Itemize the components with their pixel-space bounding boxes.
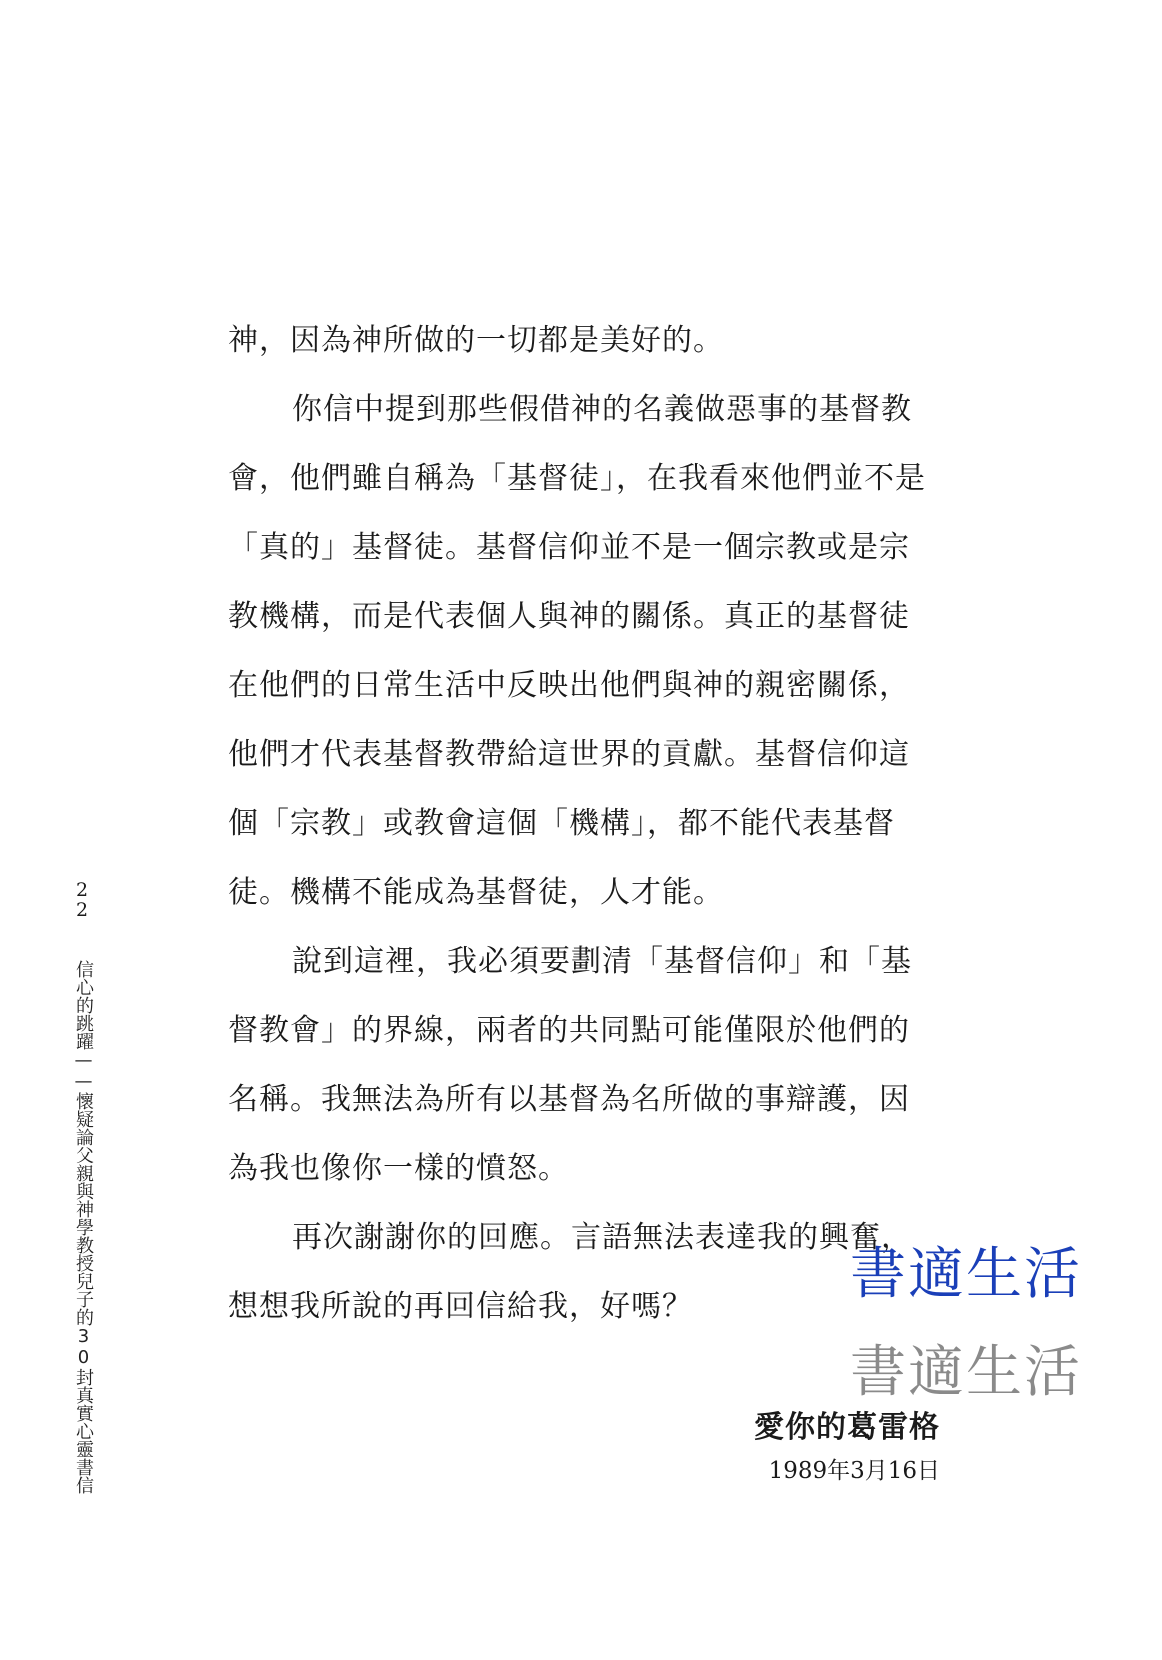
letter-signoff: 愛你的葛雷格 <box>754 1410 940 1445</box>
paragraph-1: 神，因為神所做的一切都是美好的。 <box>228 323 724 358</box>
paragraph-3: 說到這裡，我必須要劃清「基督信仰」和「基督教會」的界線，兩者的共同點可能僅限於他們的名稱。我無法為所有以基督為名所做的事辯護，因為我也像你一樣的憤怒。 <box>228 944 912 1186</box>
watermark-blue: 書適生活 <box>850 1242 1082 1307</box>
letter-body <box>228 306 940 1341</box>
running-header: 信心的跳躍——懷疑論父親與神學教授兒子的30封真實心靈書信 <box>73 960 94 1494</box>
page-number: 22 <box>75 879 89 921</box>
paragraph-2: 你信中提到那些假借神的名義做惡事的基督教會，他們雖自稱為「基督徒」，在我看來他們並不是「真的」基督徒。基督信仰並不是一個宗教或是宗教機構，而是代表個人與神的關係。真正的基督徒在他們的日常生活中反映出他們與神的親密關係，他們才代表基督教帶給這世界的貢獻。基督信仰這個「宗教」或教會這個「機構」，都不能代表基督徒。機構不能成為基督徒，人才能。 <box>228 392 926 910</box>
watermark-gray: 書適生活 <box>850 1340 1082 1405</box>
letter-date: 1989年3月16日 <box>768 1458 940 1484</box>
paragraph-4: 再次謝謝你的回應。言語無法表達我的興奮，想想我所說的再回信給我，好嗎？ <box>228 1220 912 1324</box>
